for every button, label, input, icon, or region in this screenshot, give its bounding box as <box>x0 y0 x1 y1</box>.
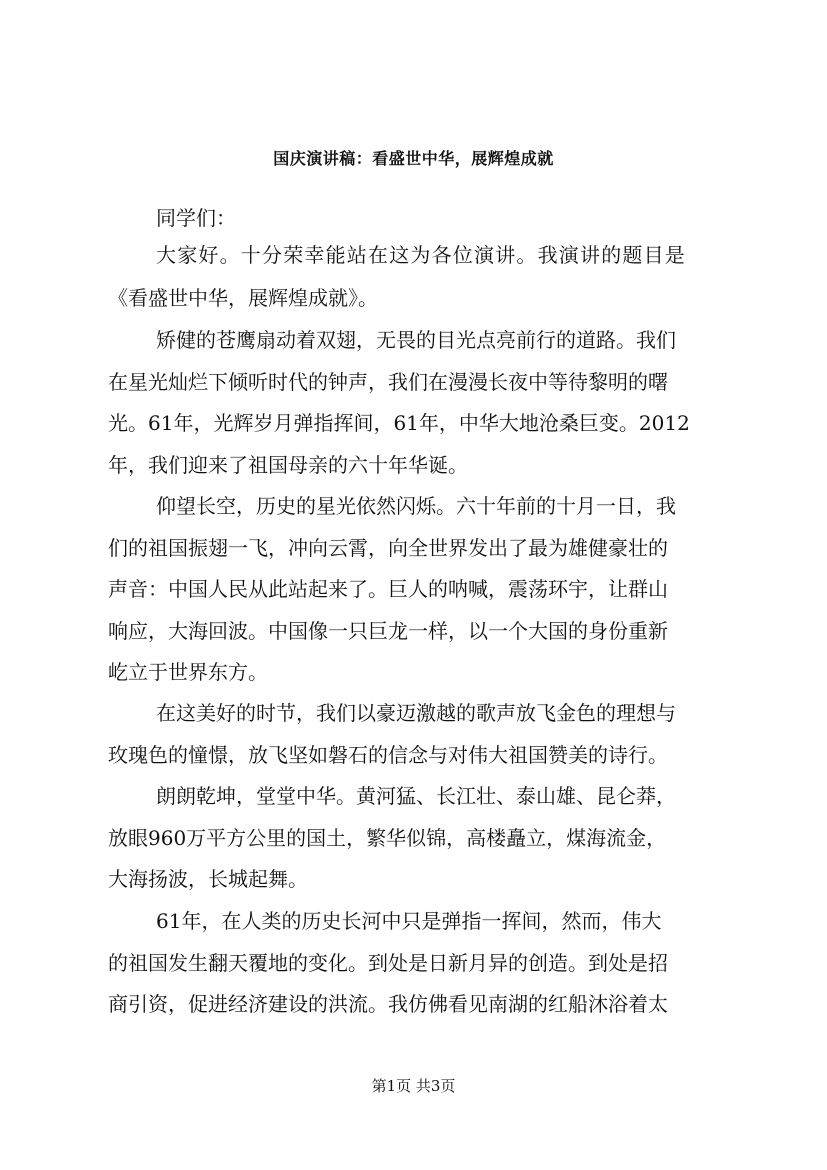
page-number-footer: 第1页 共3页 <box>371 1077 456 1095</box>
text-line: 在星光灿烂下倾听时代的钟声，我们在漫漫长夜中等待黎明的曙 <box>108 370 668 394</box>
text-line: 朗朗乾坤，堂堂中华。黄河猛、长江壮、泰山雄、昆仑莽， <box>156 784 676 808</box>
text-line: 光。61年，光辉岁月弹指挥间，61年，中华大地沧桑巨变。2012 <box>108 411 690 435</box>
text-line: 61年，在人类的历史长河中只是弹指一挥间，然而，伟大 <box>156 909 662 933</box>
text-line: 屹立于世界东方。 <box>108 660 268 684</box>
text-line: 仰望长空，历史的星光依然闪烁。六十年前的十月一日，我 <box>156 494 676 518</box>
text-line: 《看盛世中华，展辉煌成就》。 <box>108 286 378 310</box>
text-line: 大海扬波，长城起舞。 <box>108 867 308 891</box>
text-line: 声音：中国人民从此站起来了。巨人的呐喊，震荡环宇，让群山 <box>108 577 668 601</box>
text-line: 商引资，促进经济建设的洪流。我仿佛看见南湖的红船沐浴着太 <box>108 992 668 1016</box>
text-line: 放眼960万平方公里的国土，繁华似锦，高楼矗立，煤海流金， <box>108 826 667 850</box>
text-line: 同学们： <box>156 206 236 230</box>
text-line: 矫健的苍鹰扇动着双翅，无畏的目光点亮前行的道路。我们 <box>156 328 676 352</box>
text-line: 在这美好的时节，我们以豪迈激越的歌声放飞金色的理想与 <box>156 701 676 725</box>
text-line: 玫瑰色的憧憬，放飞坚如磐石的信念与对伟大祖国赞美的诗行。 <box>108 743 668 767</box>
text-line: 的祖国发生翻天覆地的变化。到处是日新月异的创造。到处是招 <box>108 951 668 975</box>
document-title: 国庆演讲稿：看盛世中华，展辉煌成就 <box>273 149 554 168</box>
text-line: 大家好。十分荣幸能站在这为各位演讲。我演讲的题目是 <box>156 243 686 267</box>
text-line: 年，我们迎来了祖国母亲的六十年华诞。 <box>108 453 468 477</box>
text-line: 们的祖国振翅一飞，冲向云霄，向全世界发出了最为雄健豪壮的 <box>108 536 668 560</box>
text-line: 响应，大海回波。中国像一只巨龙一样，以一个大国的身份重新 <box>108 619 668 643</box>
